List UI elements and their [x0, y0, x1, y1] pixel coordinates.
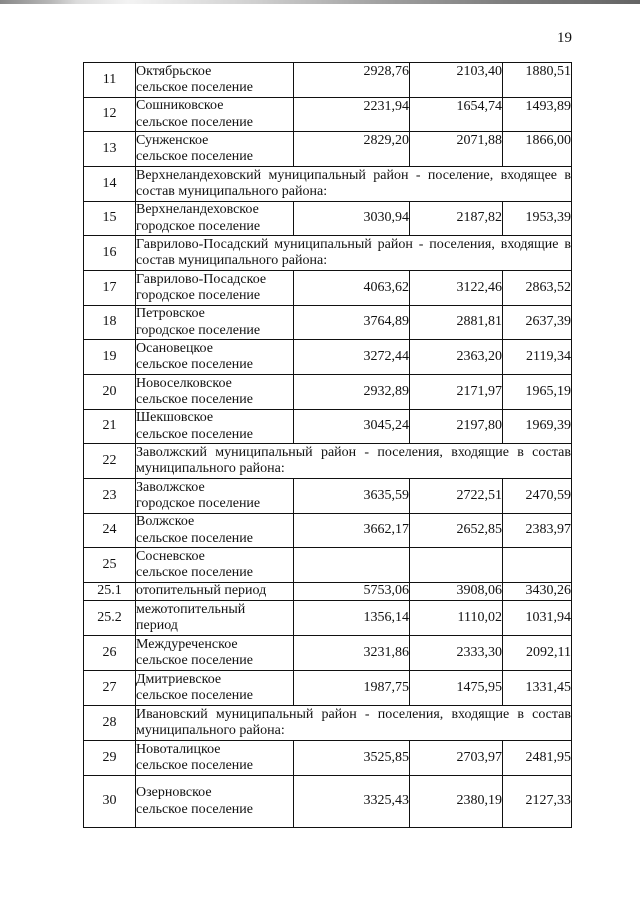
value-col-1: 5753,06	[294, 583, 410, 601]
settlement-name	[136, 340, 294, 375]
value-col-2: 1110,02	[410, 601, 503, 636]
value-col-3: 2383,97	[503, 514, 572, 548]
value-col-1: 3231,86	[294, 636, 410, 671]
table-row	[84, 444, 572, 479]
row-number: 16	[84, 236, 136, 271]
table-row	[84, 271, 572, 306]
value-col-1: 1987,75	[294, 671, 410, 706]
table-row	[84, 340, 572, 375]
table-row	[84, 479, 572, 514]
settlement-name-line-1: Междуреченское	[136, 636, 238, 652]
row-number: 20	[84, 375, 136, 410]
row-number: 25.1	[84, 583, 136, 601]
settlement-name-line-2: сельское поселение	[136, 114, 253, 130]
value-col-3	[503, 548, 572, 583]
table-row	[84, 741, 572, 776]
settlement-name-line-2: сельское поселение	[136, 565, 253, 580]
table-row	[84, 132, 572, 167]
settlement-name-line-1: Новоселковское	[136, 375, 232, 391]
value-col-1: 3525,85	[294, 741, 410, 776]
settlement-name-line-1: Озерновское	[136, 785, 212, 800]
value-col-3: 2481,95	[503, 741, 572, 776]
settlement-name-line-1: Гаврилово-Посадское	[136, 271, 267, 287]
row-number: 29	[84, 741, 136, 776]
district-heading: Заволжский муниципальный район - поселения, входящие в состав муниципального района:	[136, 444, 572, 479]
table-row	[84, 98, 572, 132]
value-col-3: 3430,26	[503, 583, 572, 601]
value-col-2: 2363,20	[410, 340, 503, 375]
value-col-1: 2932,89	[294, 375, 410, 410]
settlement-name-line-2: городское поселение	[136, 496, 261, 511]
table-row	[84, 706, 572, 741]
settlement-name-line-1: Петровское	[136, 306, 205, 321]
table-row	[84, 410, 572, 444]
value-col-2: 2881,81	[410, 306, 503, 340]
settlement-name-line-1: Сосневское	[136, 548, 205, 564]
row-number: 28	[84, 706, 136, 741]
settlement-name-line-1: Верхнеландеховское	[136, 202, 259, 217]
table-row	[84, 636, 572, 671]
value-col-1: 2231,94	[294, 98, 410, 132]
value-col-2: 3122,46	[410, 271, 503, 306]
row-number: 19	[84, 340, 136, 375]
row-number: 22	[84, 444, 136, 479]
value-col-1: 3635,59	[294, 479, 410, 514]
settlement-name	[136, 741, 294, 776]
value-col-3: 1031,94	[503, 601, 572, 636]
value-col-2: 2380,19	[410, 776, 503, 828]
value-col-1: 2928,76	[294, 63, 410, 98]
value-col-1: 4063,62	[294, 271, 410, 306]
settlement-name-line-2: сельское поселение	[136, 801, 253, 817]
table-row	[84, 514, 572, 548]
settlement-name-line-2: сельское поселение	[136, 530, 253, 546]
value-col-1: 3045,24	[294, 410, 410, 444]
settlement-name	[136, 63, 294, 98]
district-heading: Ивановский муниципальный район - поселения, входящие в состав муниципального района:	[136, 706, 572, 741]
value-col-3: 2863,52	[503, 271, 572, 306]
settlement-name-line-2: период	[136, 618, 178, 633]
data-table	[83, 62, 572, 828]
value-col-3: 2470,59	[503, 479, 572, 514]
value-col-1: 3325,43	[294, 776, 410, 828]
row-number: 23	[84, 479, 136, 514]
value-col-2: 2197,80	[410, 410, 503, 444]
value-col-2: 2722,51	[410, 479, 503, 514]
value-col-1: 3030,94	[294, 202, 410, 236]
settlement-name	[136, 671, 294, 706]
table-row	[84, 236, 572, 271]
district-heading: Гаврилово-Посадский муниципальный район - поселения, входящие в состав муниципального района:	[136, 236, 572, 271]
settlement-name-line-2: городское поселение	[136, 322, 261, 338]
settlement-name	[136, 514, 294, 548]
table-row	[84, 548, 572, 583]
value-col-1	[294, 548, 410, 583]
value-col-3: 2127,33	[503, 776, 572, 828]
settlement-name	[136, 776, 294, 828]
table-row	[84, 63, 572, 98]
value-col-1: 1356,14	[294, 601, 410, 636]
settlement-name-line-2: городское поселение	[136, 288, 261, 303]
settlement-name	[136, 306, 294, 340]
row-number: 27	[84, 671, 136, 706]
row-number: 30	[84, 776, 136, 828]
settlement-name-line-2: сельское поселение	[136, 357, 253, 372]
row-number: 15	[84, 202, 136, 236]
settlement-name	[136, 548, 294, 583]
row-number: 24	[84, 514, 136, 548]
row-number: 18	[84, 306, 136, 340]
settlement-name	[136, 271, 294, 306]
value-col-2: 2171,97	[410, 375, 503, 410]
settlement-name-line-1: Дмитриевское	[136, 671, 222, 687]
settlement-name	[136, 132, 294, 167]
settlement-name-line-2: сельское поселение	[136, 80, 253, 95]
value-col-2: 2703,97	[410, 741, 503, 776]
value-col-3: 1866,00	[503, 132, 572, 167]
value-col-2: 2333,30	[410, 636, 503, 671]
value-col-3: 2119,34	[503, 340, 572, 375]
table-row	[84, 776, 572, 828]
settlement-name-line-1: Сошниковское	[136, 98, 224, 113]
settlement-name	[136, 375, 294, 410]
value-col-2: 2103,40	[410, 63, 503, 98]
settlement-name-line-2: сельское поселение	[136, 653, 253, 668]
settlement-name-line-1: Октябрьское	[136, 63, 212, 79]
value-col-2: 1475,95	[410, 671, 503, 706]
district-heading: Верхнеландеховский муниципальный район - поселение, входящее в состав муниципального района:	[136, 167, 572, 202]
table-row	[84, 671, 572, 706]
row-number: 25	[84, 548, 136, 583]
table-row	[84, 601, 572, 636]
value-col-3: 1880,51	[503, 63, 572, 98]
settlement-name-line-2: сельское поселение	[136, 688, 253, 703]
settlement-name-line-1: Заволжское	[136, 479, 205, 495]
value-col-3: 1953,39	[503, 202, 572, 236]
value-col-2: 1654,74	[410, 98, 503, 132]
value-col-3: 1965,19	[503, 375, 572, 410]
settlement-name-line-1: Сунженское	[136, 132, 209, 148]
value-col-3: 2637,39	[503, 306, 572, 340]
settlement-name-line-1: межотопительный	[136, 601, 246, 617]
settlement-name	[136, 410, 294, 444]
settlement-name-line-1: Шекшовское	[136, 410, 214, 425]
settlement-name-line-1: Волжское	[136, 514, 195, 529]
settlement-name	[136, 98, 294, 132]
table-row	[84, 306, 572, 340]
value-col-3: 1493,89	[503, 98, 572, 132]
settlement-name-line-2: сельское поселение	[136, 426, 253, 442]
scan-top-edge	[0, 0, 640, 4]
table-row	[84, 583, 572, 601]
value-col-2: 2071,88	[410, 132, 503, 167]
table-row	[84, 167, 572, 202]
settlement-name-line-2: сельское поселение	[136, 149, 253, 164]
value-col-2: 3908,06	[410, 583, 503, 601]
value-col-3: 1331,45	[503, 671, 572, 706]
value-col-2: 2652,85	[410, 514, 503, 548]
value-col-1: 2829,20	[294, 132, 410, 167]
row-number: 26	[84, 636, 136, 671]
table-body	[84, 63, 572, 828]
value-col-1: 3662,17	[294, 514, 410, 548]
settlement-name-line-2: сельское поселение	[136, 392, 253, 407]
row-number: 13	[84, 132, 136, 167]
value-col-1: 3764,89	[294, 306, 410, 340]
row-number: 17	[84, 271, 136, 306]
settlement-name-line-1: Осановецкое	[136, 340, 213, 356]
row-number: 21	[84, 410, 136, 444]
settlement-name	[136, 636, 294, 671]
value-col-3: 1969,39	[503, 410, 572, 444]
settlement-name	[136, 202, 294, 236]
settlement-name	[136, 479, 294, 514]
settlement-name	[136, 583, 294, 601]
value-col-1: 3272,44	[294, 340, 410, 375]
settlement-name-line-2: сельское поселение	[136, 758, 253, 773]
value-col-2	[410, 548, 503, 583]
page-number: 19	[557, 30, 572, 46]
row-number: 12	[84, 98, 136, 132]
row-number: 11	[84, 63, 136, 98]
row-number: 25.2	[84, 601, 136, 636]
settlement-name-line-1: отопительный период	[136, 583, 267, 599]
value-col-2: 2187,82	[410, 202, 503, 236]
table-row	[84, 375, 572, 410]
value-col-3: 2092,11	[503, 636, 572, 671]
settlement-name-line-1: Новоталицкое	[136, 741, 221, 757]
settlement-name	[136, 601, 294, 636]
row-number: 14	[84, 167, 136, 202]
table-row	[84, 202, 572, 236]
settlement-name-line-2: городское поселение	[136, 218, 261, 234]
